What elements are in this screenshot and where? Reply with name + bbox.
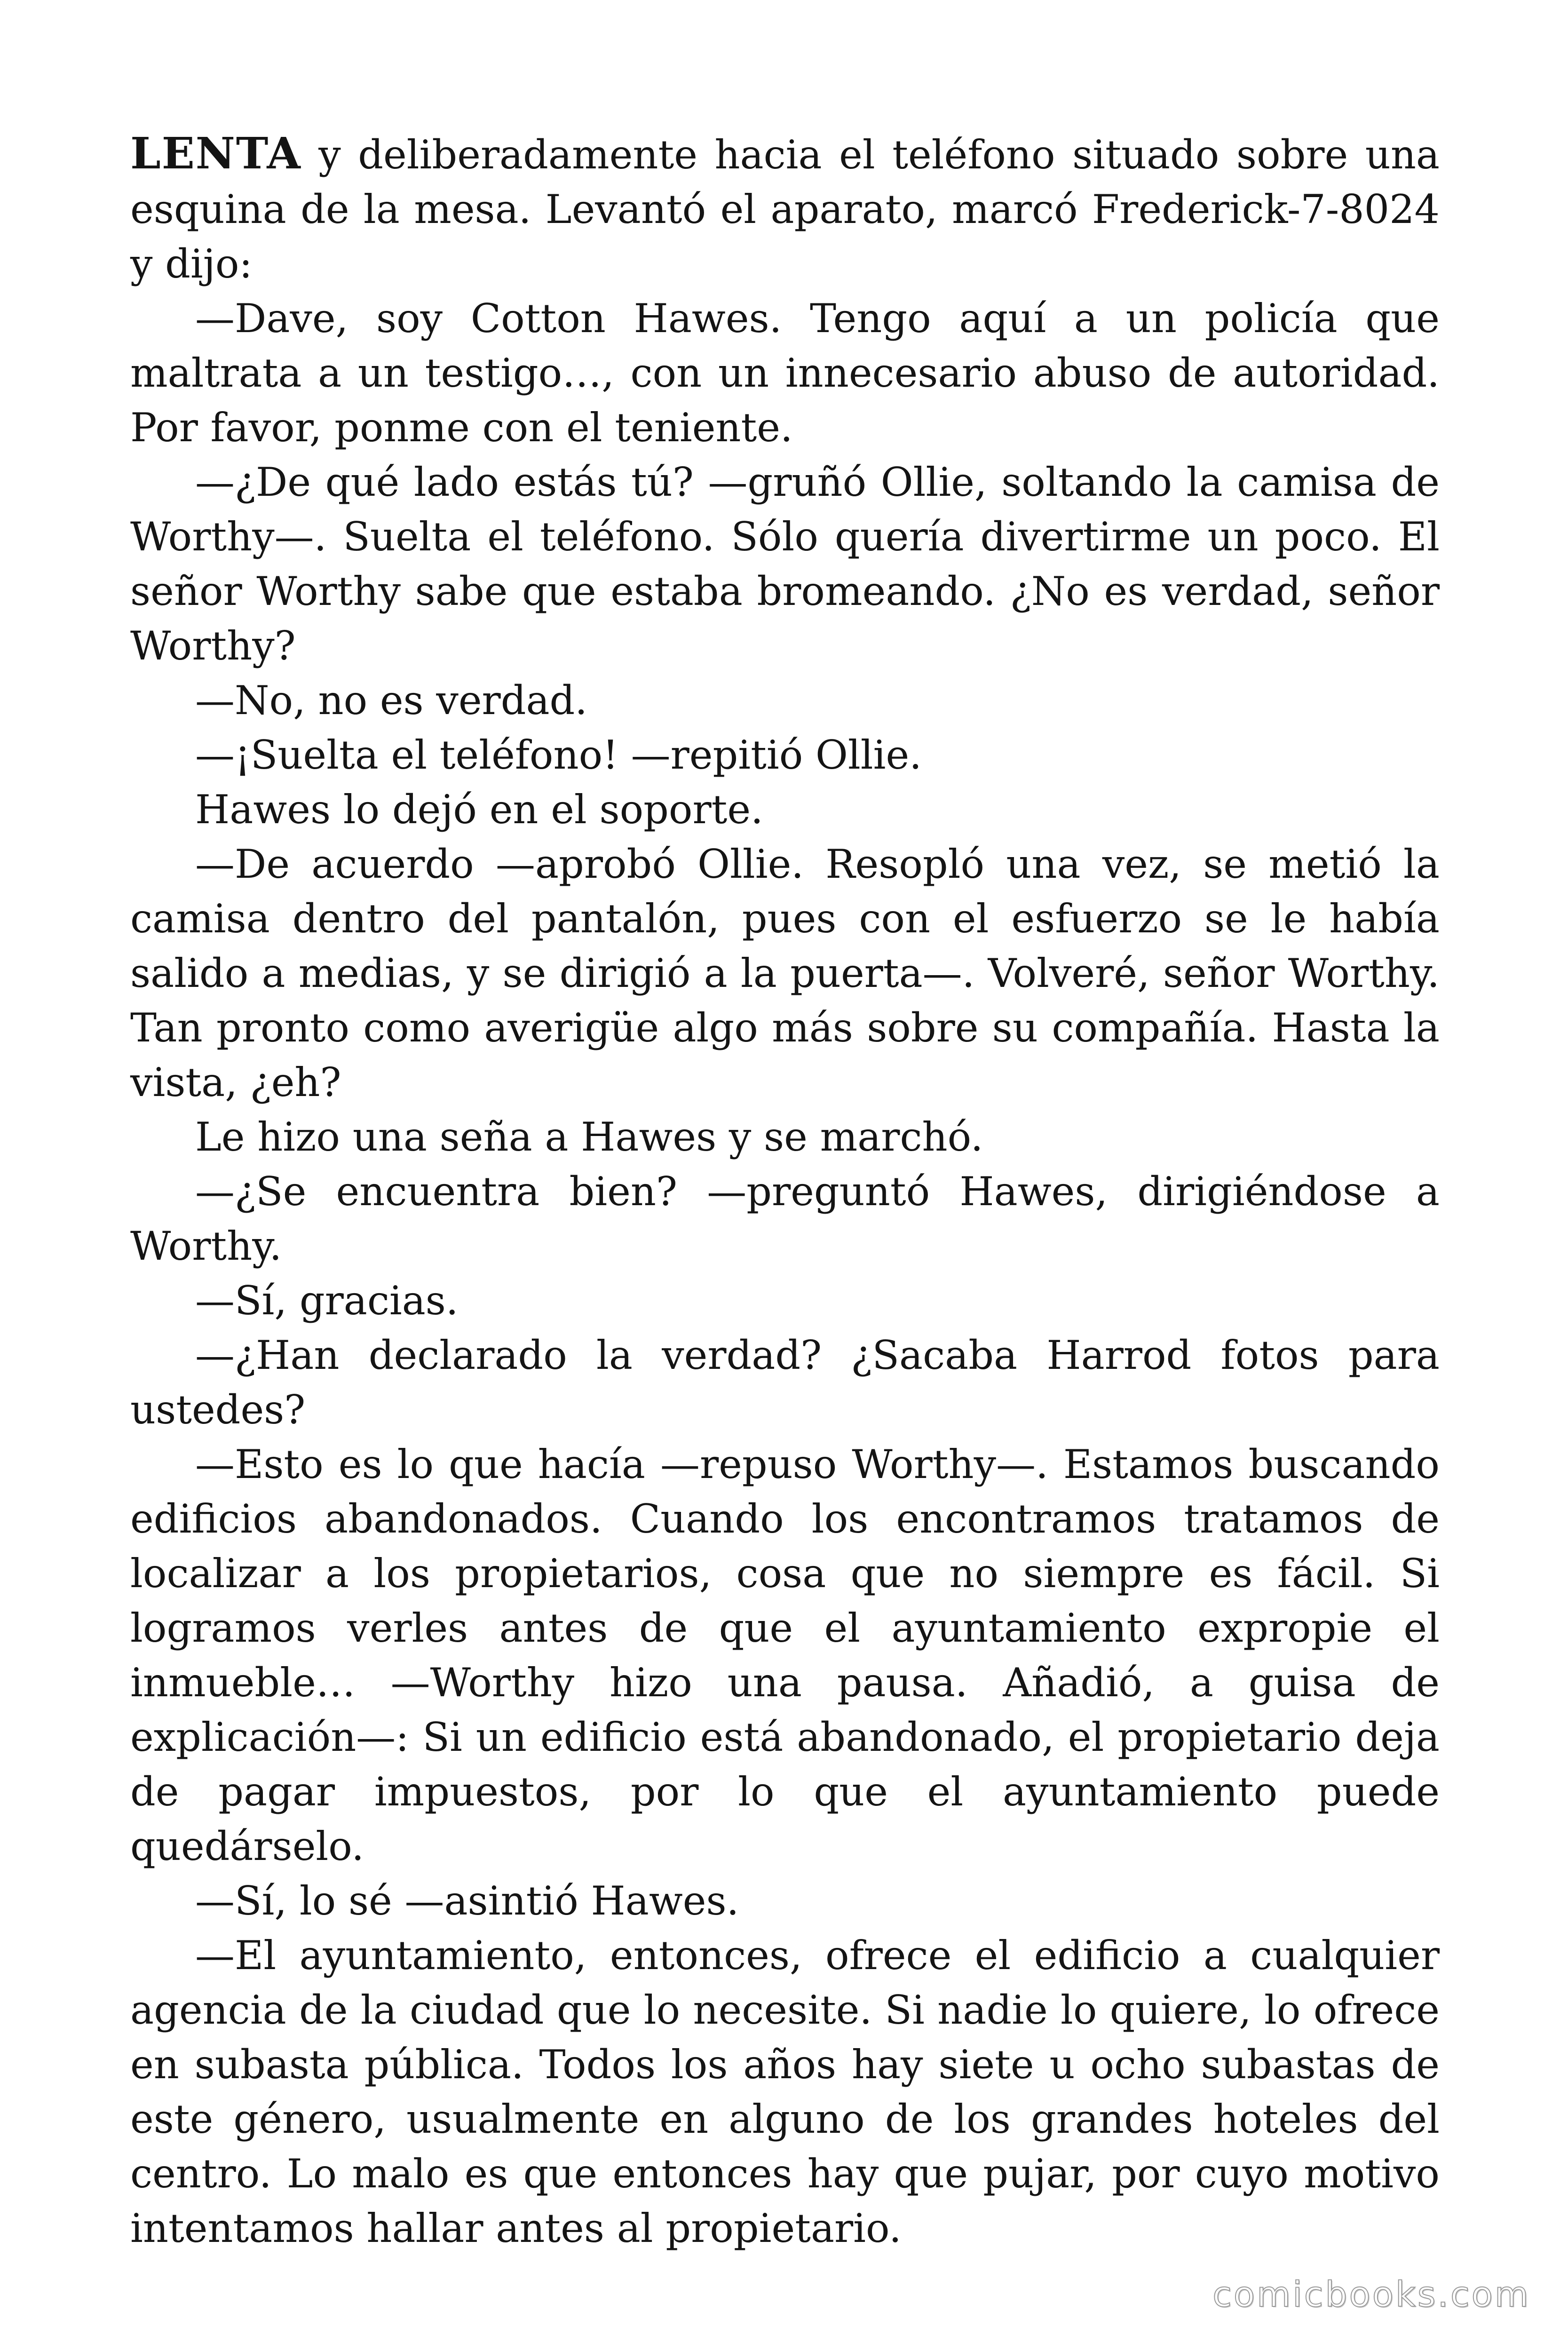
paragraph: —¿De qué lado estás tú? —gruñó Ollie, soltando la camisa de Worthy—. Suelta el teléfono. Sólo quería divertirme un poco. El señor Worthy sabe que estaba bromeando. ¿No es verdad, señor Worthy?	[130, 459, 1440, 669]
watermark: comicbooks.com	[1212, 2274, 1530, 2315]
paragraph: Hawes lo dejó en el soporte.	[195, 787, 763, 833]
paragraph: —¡Suelta el teléfono! —repitió Ollie.	[195, 732, 922, 778]
paragraph: —Dave, soy Cotton Hawes. Tengo aquí a un policía que maltrata a un testigo…, con un innecesario abuso de autoridad. Por favor, ponme con el teniente.	[130, 295, 1440, 451]
paragraph: —Esto es lo que hacía —repuso Worthy—. Estamos buscando edificios abandonados. Cuando los encontramos tratamos de localizar a los propietarios, cosa que no siempre es fácil. Si logramos verles antes de que el ayuntamiento expropie el inmueble… —Worthy hizo una pausa. Añadió, a guisa de explicación—: Si un edificio está abandonado, el propietario deja de pagar impuestos, por lo que el ayuntamiento puede quedárselo.	[130, 1441, 1440, 1869]
lead-word: LENTA	[130, 128, 301, 179]
paragraph: —¿Han declarado la verdad? ¿Sacaba Harrod fotos para ustedes?	[130, 1332, 1440, 1433]
paragraph: —Sí, lo sé —asintió Hawes.	[195, 1878, 739, 1924]
paragraph: —No, no es verdad.	[195, 677, 588, 723]
paragraph: Le hizo una seña a Hawes y se marchó.	[195, 1114, 983, 1160]
paragraph	[130, 126, 1440, 291]
paragraph: —De acuerdo —aprobó Ollie. Resopló una vez, se metió la camisa dentro del pantalón, pues con el esfuerzo se le había salido a medias, y se dirigió a la puerta—. Volveré, señor Worthy. Tan pronto como averigüe algo más sobre su compañía. Hasta la vista, ¿eh?	[130, 841, 1440, 1105]
paragraph: —Sí, gracias.	[195, 1278, 459, 1324]
paragraph: —¿Se encuentra bien? —preguntó Hawes, dirigiéndose a Worthy.	[130, 1168, 1440, 1269]
paragraph-text: y deliberadamente hacia el teléfono situado sobre una esquina de la mesa. Levantó el aparato, marcó Frederick-7-8024 y dijo:	[130, 132, 1440, 287]
paragraph: —El ayuntamiento, entonces, ofrece el edificio a cualquier agencia de la ciudad que lo necesite. Si nadie lo quiere, lo ofrece en subasta pública. Todos los años hay siete u ocho subastas de este género, usualmente en alguno de los grandes hoteles del centro. Lo malo es que entonces hay que pujar, por cuyo motivo intentamos hallar antes al propietario.	[130, 1932, 1440, 2251]
body-text	[130, 126, 1440, 2256]
